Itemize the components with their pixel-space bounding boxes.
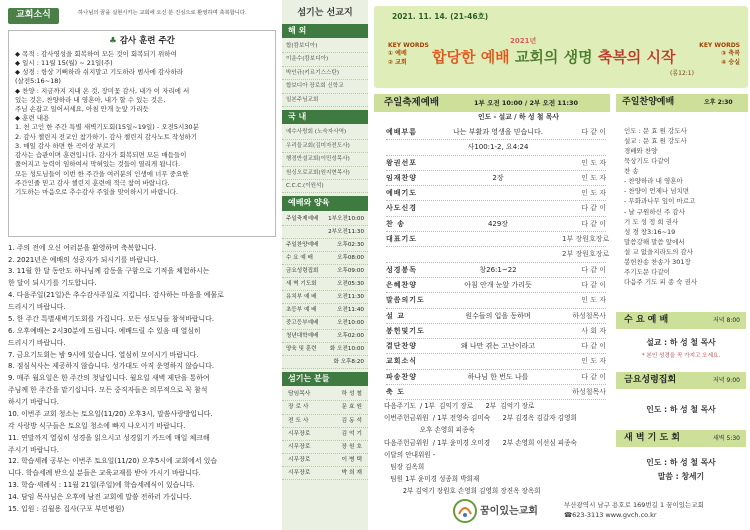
servant-name: 김 동 석 — [341, 417, 362, 424]
order-content: 왜 나만 겪는 고난이라고 — [460, 342, 536, 351]
training-line: ◆ 목적 : 감사영성을 회복하여 모든 것이 회복되기 위하여 — [15, 49, 177, 58]
worship-time: 오전11:30 — [337, 293, 364, 300]
afternoon-line: 주기도문 다같이 — [624, 267, 671, 276]
order-row — [386, 354, 606, 369]
church-news-column — [0, 0, 282, 530]
worship-time: 오전11:40 — [337, 306, 364, 313]
order-content: 나는 부활과 영생을 믿습니다. — [452, 128, 544, 136]
worship-name: 초등부 예 배 — [286, 306, 317, 313]
dawn-prayer-header: 새 벽 기 도 회 새벽 5:30 — [616, 430, 746, 447]
order-content — [434, 354, 562, 368]
worship-schedule-row — [282, 356, 368, 369]
servant-row — [282, 415, 368, 428]
order-item: 임재찬양 — [386, 173, 418, 182]
servant-name: 이 병 택 — [341, 457, 362, 464]
training-line: 1. 천 고인 한 주간 특별 새벽기도회(15일~19일) - 오전5시30분 — [15, 123, 199, 132]
duty-line: 오후 손영희 피종숙 — [384, 426, 475, 435]
order-content: 아침 안개 눈앞 가리듯 — [464, 280, 532, 289]
afternoon-line: 기 도 성 정 희 권사 — [624, 217, 679, 226]
training-line: 주님 손잡고 일어서세요, 아침 안개 눈앞 가리듯 — [15, 105, 149, 114]
afternoon-line: - 찬양이 언제나 넘치면 — [624, 187, 690, 196]
bulletin-date: 2021. 11. 14. (21-46호) — [392, 12, 489, 21]
thanks-training-lines — [15, 50, 269, 198]
welcome-note: 하나님의 꿈을 실현시키는 교회에 오신 분 진심으로 환영하며 축복합니다. — [78, 10, 247, 16]
order-person: 인 도 자 — [581, 158, 606, 167]
order-person: 다 같 이 — [581, 219, 606, 228]
domestic-item: 예수사랑회 (노숙자사역) — [282, 126, 368, 139]
order-item: 왕권선포 — [386, 158, 418, 167]
worship-name: 새 벽 기도회 — [286, 280, 317, 287]
worship-name: 청년대학예배 — [286, 332, 319, 339]
servant-role: 시무장로 — [288, 430, 311, 437]
announcement-item: 주시기 바랍니다. — [8, 445, 59, 454]
afternoon-line: - 무화과나무 잎이 마르고 — [624, 197, 696, 206]
worship-name: 주일찬양예배 — [286, 241, 319, 248]
order-row — [386, 247, 610, 262]
church-footer — [372, 492, 750, 530]
order-row — [386, 278, 606, 293]
worship-schedule-row — [282, 252, 368, 265]
order-content — [434, 385, 562, 399]
afternoon-line: 설 교 없을지라도의 감사 — [624, 247, 693, 256]
announcement-item: 6. 오후예배는 2시30분에 드립니다. 예배드릴 수 있음 때 열심히 — [8, 326, 201, 335]
afternoon-service-header: 주일찬양예배 오후 2:30 — [616, 94, 748, 112]
announcement-item: 하시기 바랍니다. — [8, 398, 59, 407]
order-row — [386, 186, 606, 201]
church-contact: ☎623-3113 www.gvch.co.kr — [563, 511, 657, 519]
order-person: 다 같 이 — [581, 372, 606, 381]
order-item: 봉헌및기도 — [386, 326, 425, 335]
servant-row — [282, 467, 368, 480]
servant-role: 장 로 사 — [288, 404, 309, 411]
servants-header: 섬기는 분들 — [282, 372, 368, 386]
wednesday-preacher: 설교 : 하 성 철 목사 — [646, 338, 716, 347]
order-person — [562, 140, 606, 154]
servant-role: 시무장로 — [288, 457, 311, 464]
wednesday-service-header: 수 요 예 배 저녁 8:00 — [616, 312, 746, 329]
order-item: 예배기도 — [386, 189, 418, 198]
thanks-training-title: ♣ 감사 훈련 주간 — [15, 36, 269, 47]
afternoon-line: 성 경 창3:16~19 — [624, 227, 676, 236]
church-address: 부산광역시 남구 용호로 169번길 1 꿈이있는교회 — [563, 501, 704, 510]
training-line: 감사는 습관이며 훈련입니다. 감사가 회복되면 모든 매듭들이 — [15, 151, 187, 160]
afternoon-line: 봉헌찬송 찬송가 301장 — [624, 257, 691, 266]
church-name: 꿈이있는교회 — [480, 505, 538, 517]
duty-line: 다음주기도 / 1부 김익기 장로 2부 김억기 장로 — [384, 402, 535, 410]
order-row — [386, 293, 606, 308]
duty-line: 팀장 김옥희 — [384, 462, 425, 471]
order-row — [386, 232, 610, 247]
training-line: (살전5:16~18) — [15, 77, 61, 86]
order-person: 다 같 이 — [581, 342, 606, 351]
worship-schedule-row — [282, 291, 368, 304]
announcement-item: 드리시기 바랍니다. — [8, 338, 66, 347]
afternoon-line: 묵상기도 다같이 — [624, 157, 671, 166]
mission-column — [282, 0, 368, 530]
domestic-item: 우리들교회(김미자전도사) — [282, 140, 368, 153]
worship-order-list — [386, 125, 610, 400]
order-person: 하성철목사 — [572, 388, 606, 397]
training-line: ◆ 훈련 내용 — [15, 114, 50, 123]
order-item: 찬 송 — [386, 219, 405, 228]
order-person: 1부 장원호장로 — [562, 235, 610, 244]
order-person: 인 도 자 — [581, 357, 606, 366]
mission-title: 섬기는 선교지 — [297, 8, 353, 18]
order-item: 말씀의기도 — [386, 296, 425, 305]
order-item: 성경봉독 — [386, 265, 418, 274]
order-person: 2부 장원호장로 — [562, 250, 610, 259]
training-line: 주간인줄 믿고 감사 챌린지 훈련에 적극 참여 바랍니다. — [15, 178, 170, 187]
servant-row — [282, 401, 368, 414]
dawn-leader: 인도 : 하 성 철 목사 — [646, 458, 716, 467]
order-row — [386, 125, 606, 140]
servant-row — [282, 428, 368, 441]
worship-time: 2부오전11:30 — [328, 228, 364, 235]
order-item: 예배부름 — [386, 128, 418, 136]
wednesday-note: * 본인 성경을 꼭 가지고 오세요. — [641, 353, 721, 359]
order-row — [386, 370, 606, 385]
order-item: 결단찬양 — [386, 342, 418, 351]
announcement-item: 15. 입원 : 김월용 집사(구포 부민병원) — [8, 504, 125, 513]
worship-time: 오후02:00 — [337, 332, 364, 339]
worship-schedule-row — [282, 304, 368, 317]
keywords-left: KEY WORDS ① 예배 ② 교회 — [388, 42, 429, 66]
worship-time: 1부오전10:00 — [328, 215, 364, 222]
duty-roster — [384, 400, 609, 498]
announcement-item: 드리시기 바랍니다. — [8, 303, 66, 312]
order-row — [386, 217, 606, 232]
worship-schedule-row — [282, 239, 368, 252]
duty-line: 다음주헌금위원 / 1부 윤미경 오미경 2부 손영희 이선심 피종숙 — [384, 438, 577, 447]
order-content: 하나님 한 번도 나를 — [467, 372, 529, 381]
afternoon-line: 경배와 찬양 — [624, 147, 658, 156]
mission-item: 일본주님교회 — [282, 94, 368, 107]
afternoon-line: 인도 : 문 효 원 강도사 — [624, 127, 687, 135]
order-item: 설 교 — [386, 311, 405, 320]
announcement-item: 12. 학습세례 공부는 이번주 토요일(11/20) 오후5시에 교회에서 있습 — [8, 457, 218, 466]
order-item — [386, 247, 434, 261]
mission-item: 이운수(캄보디아) — [282, 53, 368, 66]
friday-leader: 인도 : 하 성 철 목사 — [646, 405, 716, 414]
mission-item: 합보디아 장로회 신학교 — [282, 80, 368, 93]
worship-schedule-row — [282, 330, 368, 343]
order-row — [386, 309, 606, 324]
worship-schedule-row — [282, 226, 368, 239]
afternoon-line: - 날 구원하신 주 감사 — [624, 207, 685, 216]
mission-item: 박인규(키르기스스탄) — [282, 67, 368, 80]
order-content — [434, 201, 562, 215]
mission-item: 합(캄보디아) — [282, 40, 368, 53]
announcement-item: 8. 점심식사는 제공하지 않습니다. 성가대도 아직 운영하지 않습니다. — [8, 362, 215, 371]
worship-name: 양육 및 훈련 — [286, 345, 317, 352]
announcement-item: 1. 주의 전에 오신 여러분을 환영하며 축복합니다. — [8, 243, 157, 252]
afternoon-line: 말씀강해 말씀 앞에서 — [624, 237, 685, 246]
duty-line: 이달의 안내위원 - — [384, 450, 436, 459]
training-line: 있는 것은, 찬양하라 내 영혼아, 내가 할 수 있는 것은, — [15, 95, 166, 104]
order-person: 사 회 자 — [581, 326, 606, 335]
theme-year: 2021년 — [510, 37, 537, 45]
keywords-right: KEY WORDS ③ 축복 ④ 숭실 — [699, 42, 740, 66]
worship-time: 오전10:00 — [337, 319, 364, 326]
domestic-item: 행정반설교회(이민성목사) — [282, 153, 368, 166]
overseas-list — [282, 40, 368, 107]
servant-role: 시무장로 — [288, 470, 311, 477]
dawn-scripture: 말씀 : 창세기 — [657, 472, 705, 481]
order-person: 다 같 이 — [581, 280, 606, 289]
theme-verse: (롬12:1) — [670, 70, 694, 77]
order-person: 다 같 이 — [581, 204, 606, 213]
servants-list — [282, 388, 368, 480]
order-item: 교회소식 — [386, 357, 418, 366]
worship-name: 수 요 예 배 — [286, 254, 313, 261]
order-row — [386, 201, 606, 216]
announcement-item: 9. 매주 월요일은 한 주간의 첫날입니다. 월요일 새벽 제단을 통하여 — [8, 374, 210, 383]
servant-name: 하 성 철 — [341, 391, 362, 398]
announcement-item: 4. 다음주일(21일)은 추수감사주일로 지킵니다. 감사하는 마음을 예물로 — [8, 291, 224, 300]
worship-name: 금요성령집회 — [286, 267, 319, 274]
order-content: 429장 — [487, 219, 509, 228]
order-row — [386, 156, 606, 171]
announcement-item: 11. 연말까지 열심히 성경을 읽으시고 성경읽기 카드에 매일 체크해 — [8, 433, 210, 442]
afternoon-line: - 찬양하라 내 영혼아 — [624, 177, 683, 186]
servant-row — [282, 388, 368, 401]
training-line: 3. 매일 감사 하면 한 곡이상 부르기 — [15, 141, 116, 150]
order-content: 사100:1-2, 요4:24 — [467, 143, 529, 152]
announcement-item: 주님께 한 주간을 맡기십니다. 모든 중직자들은 의무적으로 꼭 참석 — [8, 386, 208, 395]
order-row — [386, 171, 606, 186]
order-content — [434, 232, 562, 246]
domestic-item: C.C.C.(이원석) — [282, 180, 368, 193]
domestic-header: 국 내 — [282, 110, 368, 124]
afternoon-line: 다음주 기도 피 종 숙 권사 — [624, 277, 698, 286]
worship-order-area — [372, 0, 750, 530]
order-item: 축 도 — [386, 388, 405, 397]
order-item: 은혜찬양 — [386, 280, 418, 289]
announcement-item: 한 달이 되시기를 기도합니다. — [8, 279, 97, 288]
worship-time: 화 오전10:00 — [329, 345, 364, 352]
worship-name: 주일축제예배 — [286, 215, 319, 222]
order-row — [386, 263, 606, 278]
order-content — [434, 186, 562, 200]
servant-role: 담임목사 — [288, 391, 311, 398]
order-item: 파송찬양 — [386, 372, 418, 381]
theme-banner — [374, 6, 748, 88]
announcement-item: 5. 한 주간 특별새벽기도회를 가집니다. 모든 성도님들 참석바랍니다. — [8, 314, 215, 323]
servant-name: 문 효 원 — [341, 404, 362, 411]
worship-time: 오후08:00 — [337, 254, 364, 261]
announcement-item: 7. 금요기도회는 밤 9시에 있습니다. 열심히 모이시기 바랍니다. — [8, 350, 199, 359]
worship-schedule-row — [282, 343, 368, 356]
order-person: 하성철목사 — [572, 311, 606, 320]
afternoon-line: 찬 송 — [624, 167, 639, 176]
worship-schedule-row — [282, 265, 368, 278]
order-content: 2장 — [492, 173, 504, 182]
worship-schedule-header: 예배와 양육 — [282, 196, 368, 210]
servant-row — [282, 441, 368, 454]
announcement-item: 14. 담임 목사님은 오후에 남전 교회에 말씀 전하러 가십니다. — [8, 493, 192, 502]
order-content — [434, 247, 562, 261]
servant-role: 시무장로 — [288, 443, 311, 450]
order-content: 창26:1~22 — [479, 265, 517, 274]
servant-row — [282, 454, 368, 467]
worship-time: 오후02:30 — [337, 241, 364, 248]
afternoon-order — [616, 126, 746, 287]
order-item: 대표기도 — [386, 235, 418, 244]
training-line: 모든 성도님들이 이번 한 주간을 여러분의 인생에 너무 중요한 — [15, 169, 189, 178]
church-logo-icon — [452, 498, 478, 524]
order-row — [386, 385, 606, 400]
worship-name: 중고등부예배 — [286, 319, 319, 326]
order-person: 인 도 자 — [581, 296, 606, 305]
order-content — [434, 293, 562, 307]
training-line: ◆ 일시 : 11월 15(월) ~ 21일(주) — [15, 58, 113, 67]
announcement-item: 2. 2021년은 예배의 성공자가 되시기를 바랍니다. — [8, 255, 159, 264]
order-row — [386, 324, 606, 339]
announcement-item: 니다. 학습세례 받으실 분들은 교육교재를 받아 가시기 바랍니다. — [8, 469, 201, 478]
order-content — [434, 156, 562, 170]
training-line: ◆ 성경 : 항상 기뻐하라 쉬지말고 기도하라 범사에 감사하라 — [15, 68, 184, 77]
training-line: 풀어지고 능력이 임하여서 막혀있는 것들이 열리게 됩니다. — [15, 160, 181, 169]
worship-schedule-list — [282, 213, 368, 369]
order-person: 다 같 이 — [581, 128, 606, 136]
announcement-list — [8, 243, 276, 516]
duty-line: 2부 김억기 장원호 손영희 김영희 장진옥 장옥희 — [384, 487, 541, 496]
worship-name: 유치부 예 배 — [286, 293, 317, 300]
servant-role: 전 도 사 — [288, 417, 309, 424]
training-line: 2. 감사 챌린지 전교인 참가하기- 감사 챌린지 감사노트 작성하기 — [15, 132, 198, 141]
afternoon-line: 설교 : 문 효 원 강도사 — [624, 137, 687, 146]
worship-schedule-row — [282, 213, 368, 226]
announcement-item: 10. 이번주 교회 청소는 토요일(11/20) 오후3시, 말씀사랑방입니다. — [8, 409, 213, 418]
worship-time: 오전05:30 — [337, 280, 364, 287]
order-content — [434, 324, 562, 338]
order-content: 원수들의 입을 동하며 — [465, 311, 531, 320]
church-address-block — [564, 501, 704, 521]
order-person: 인 도 자 — [581, 173, 606, 182]
order-row — [386, 140, 606, 155]
duty-line: 이번주헌금위원 / 1부 전영숙 김미숙 2부 김경옥 김갈자 김영희 — [384, 414, 577, 423]
order-person: 다 같 이 — [581, 265, 606, 274]
training-line: ◆ 찬양 : 지금까지 지내 온 것, 장미꽃 감사, 내가 이 자리에 서 — [15, 86, 190, 95]
sunday-service-leader: 인도 - 설교 / 하 성 철 목사 — [478, 113, 559, 121]
church-news-tag: 교회소식 — [8, 8, 59, 24]
announcement-item: 3. 11월 한 달 동안도 하나님께 감동을 구함으로 기적을 체험하시는 — [8, 267, 210, 276]
order-row — [386, 339, 606, 354]
domestic-list — [282, 126, 368, 193]
duty-line: 팀원 1부 윤미경 성종희 박희재 — [384, 475, 480, 484]
friday-service-header: 금요성령집회 저녁 9:00 — [616, 372, 746, 389]
overseas-header: 해 외 — [282, 24, 368, 38]
training-line: 기도하는 마음으로 추수감사 주일을 맞이하시기 바랍니다. — [15, 188, 179, 197]
domestic-item: 원싱오로교회(원지현목사) — [282, 167, 368, 180]
servant-name: 김 억 기 — [341, 430, 362, 437]
servant-name: 박 희 재 — [341, 470, 362, 477]
order-item: 사도신경 — [386, 204, 418, 213]
worship-schedule-row — [282, 278, 368, 291]
announcement-item: 각 사랑방 식구들은 토요일 청소에 빠지 나오시기 바랍니다. — [8, 421, 186, 430]
worship-schedule-row — [282, 317, 368, 330]
servant-name: 장 원 호 — [341, 443, 362, 450]
announcement-item: 13. 학습·세례식 : 11월 21일(주일)에 학습세례식이 있습니다. — [8, 481, 195, 490]
thanks-training-box — [8, 30, 276, 237]
theme-title: 합당한 예배 교회의 생명 축복의 시작 — [432, 48, 676, 66]
order-person: 인 도 자 — [581, 189, 606, 198]
sunday-service-header: 주일축제예배 1부 오전 10:00 / 2부 오전 11:30 — [374, 94, 610, 112]
order-item — [386, 140, 434, 154]
worship-time: 오후09:00 — [337, 267, 364, 274]
worship-time: 화 오후8:20 — [333, 358, 364, 365]
